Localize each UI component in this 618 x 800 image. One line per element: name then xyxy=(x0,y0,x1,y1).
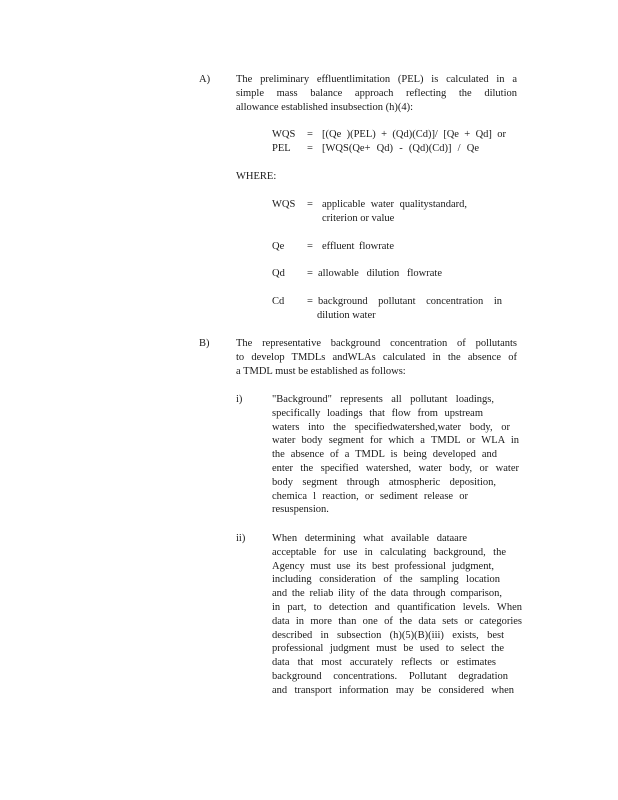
text-line: enter the specified watershed, water body, or water xyxy=(272,462,519,474)
text-line: Agency must use its best professional judgment, xyxy=(272,560,494,572)
def-text-qd: allowable dilution flowrate xyxy=(318,268,442,279)
text-line: a TMDL must be established as follows: xyxy=(236,365,406,377)
def-equals: = xyxy=(307,296,313,307)
text-line: allowance established insubsection (h)(4): xyxy=(236,101,413,113)
def-text-wqs: applicable water qualitystandard, criterion or value xyxy=(322,199,467,224)
def-text-cd-line-2: dilution water xyxy=(317,310,376,321)
equation-1-equals: = xyxy=(307,129,313,140)
section-b-paragraph xyxy=(236,337,517,378)
text-line: The representative background concentration of pollutants xyxy=(236,338,517,349)
item-i-text xyxy=(272,393,519,517)
item-i-label: i) xyxy=(236,394,243,405)
text-line: in part, to detection and quantification levels. When xyxy=(272,601,522,613)
section-a-label: A) xyxy=(199,74,211,85)
def-term-qd: Qd xyxy=(272,268,285,279)
def-term-qe: Qe xyxy=(272,241,285,252)
text-line: "Background" represents all pollutant loadings, xyxy=(272,394,494,405)
equation-1-rhs: [(Qe )(PEL) + (Qd)(Cd)]/ [Qe + Qd] or xyxy=(322,129,506,140)
equation-2-rhs: [WQS(Qe+ Qd) - (Qd)(Cd)] / Qe xyxy=(322,143,479,154)
equation-1-lhs: WQS xyxy=(272,129,296,140)
text-line: including consideration of the sampling location xyxy=(272,574,500,586)
text-line: to develop TMDLs andWLAs calculated in the absence of xyxy=(236,351,517,363)
def-equals: = xyxy=(307,241,313,252)
text-line: data in more than one of the data sets or categories xyxy=(272,615,522,627)
def-term-cd: Cd xyxy=(272,296,285,307)
text-line: specifically loadings that flow from upstream xyxy=(272,407,483,419)
equation-2-lhs: PEL xyxy=(272,143,291,154)
text-line: chemica l reaction, or sediment release or xyxy=(272,490,468,502)
text-line: resuspension. xyxy=(272,504,329,516)
text-line: described in subsection (h)(5)(B)(iii) exists, best xyxy=(272,629,504,641)
text-line: water body segment for which a TMDL or WLA in xyxy=(272,435,519,447)
where-heading: WHERE: xyxy=(236,171,277,182)
text-line: the absence of a TMDL is being developed and xyxy=(272,449,497,461)
text-line: waters into the specifiedwatershed,water body, or xyxy=(272,421,510,433)
text-line: simple mass balance approach reflecting the dilution xyxy=(236,87,517,99)
text-line: body segment through atmospheric deposition, xyxy=(272,476,496,488)
text-line: data that most accurately reflects or estimates xyxy=(272,657,496,669)
def-equals: = xyxy=(307,268,313,279)
section-b-label: B) xyxy=(199,338,210,349)
item-ii-label: ii) xyxy=(236,533,246,544)
item-ii-text xyxy=(272,532,522,698)
text-line: background concentrations. Pollutant degradation xyxy=(272,670,508,682)
def-text-cd: background pollutant concentration in xyxy=(318,296,502,307)
text-line: When determining what available dataare xyxy=(272,533,467,544)
def-term-wqs: WQS xyxy=(272,199,296,210)
text-line: professional judgment must be used to select the xyxy=(272,643,504,655)
text-line: and the reliab ility of the data through comparison, xyxy=(272,588,502,600)
equation-2-equals: = xyxy=(307,143,313,154)
text-line: acceptable for use in calculating background, the xyxy=(272,546,506,558)
text-line: The preliminary effluentlimitation (PEL) is calculated in a xyxy=(236,74,517,85)
section-a-paragraph xyxy=(236,73,517,114)
def-equals: = xyxy=(307,199,313,210)
def-text-qe: effluent flowrate xyxy=(322,241,394,252)
text-line: and transport information may be considered when xyxy=(272,684,514,696)
